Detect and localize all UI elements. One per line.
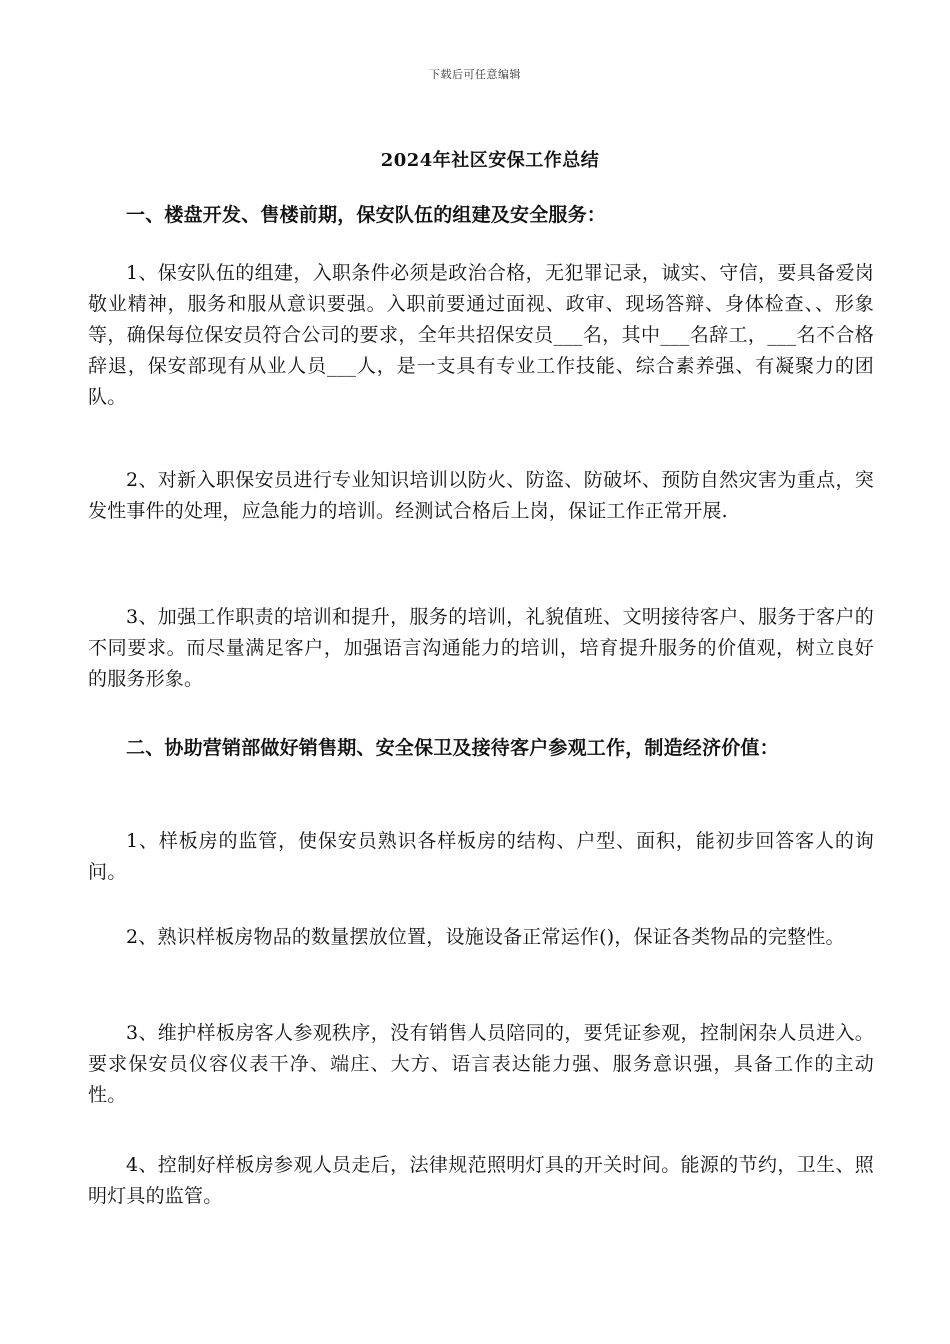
- paragraph: 2、对新入职保安员进行专业知识培训以防火、防盗、防破坏、预防自然灾害为重点，突发性事件的处理，应急能力的培训。经测试合格后上岗，保证工作正常开展.: [88, 469, 874, 522]
- section-2-paragraph-2-block: [88, 922, 874, 953]
- paragraph: 3、加强工作职责的培训和提升，服务的培训，礼貌值班、文明接待客户、服务于客户的不同要求。而尽量满足客户，加强语言沟通能力的培训，培育提升服务的价值观，树立良好的服务形象。: [88, 606, 874, 690]
- paragraph: 2、熟识样板房物品的数量摆放位置，设施设备正常运作()，保证各类物品的完整性。: [126, 926, 845, 948]
- section-2-paragraph-1-block: [88, 826, 874, 888]
- paragraph: 1、保安队伍的组建，入职条件必须是政治合格，无犯罪记录，诚实、守信，要具备爱岗敬业精神，服务和服从意识要强。入职前要通过面视、政审、现场答辩、身体检查、、形象等，确保每位保安员符合公司的要求，全年共招保安员___名，其中___名辞工，___名不合格辞退，保安部现有从业人员___人，是一支具有专业工作技能、综合素养强、有凝聚力的团队。: [88, 262, 874, 408]
- section-1-paragraph-1-block: [88, 258, 874, 413]
- section-1-paragraph-3-block: [88, 602, 874, 695]
- paragraph: 4、控制好样板房参观人员走后，法律规范照明灯具的开关时间。能源的节约，卫生、照明灯具的监管。: [88, 1154, 874, 1207]
- section-1-heading-block: [88, 200, 874, 231]
- section-heading: 一、楼盘开发、售楼前期，保安队伍的组建及安全服务：: [126, 204, 607, 226]
- section-2-paragraph-4-block: [88, 1150, 874, 1212]
- section-1-paragraph-2-block: [88, 465, 874, 527]
- section-2-heading-block: [88, 733, 874, 764]
- paragraph: 1、样板房的监管，使保安员熟识各样板房的结构、户型、面积，能初步回答客人的询问。: [88, 830, 874, 883]
- section-2-paragraph-3-block: [88, 1018, 874, 1111]
- section-heading: 二、协助营销部做好销售期、安全保卫及接待客户参观工作，制造经济价值：: [126, 737, 779, 759]
- header-note: 下载后可任意编辑: [429, 68, 521, 81]
- page-title: 2024年社区安保工作总结: [380, 150, 600, 171]
- paragraph: 3、维护样板房客人参观秩序，没有销售人员陪同的，要凭证参观，控制闲杂人员进入。要求保安员仪容仪表干净、端庄、大方、语言表达能力强、服务意识强，具备工作的主动性。: [88, 1022, 874, 1106]
